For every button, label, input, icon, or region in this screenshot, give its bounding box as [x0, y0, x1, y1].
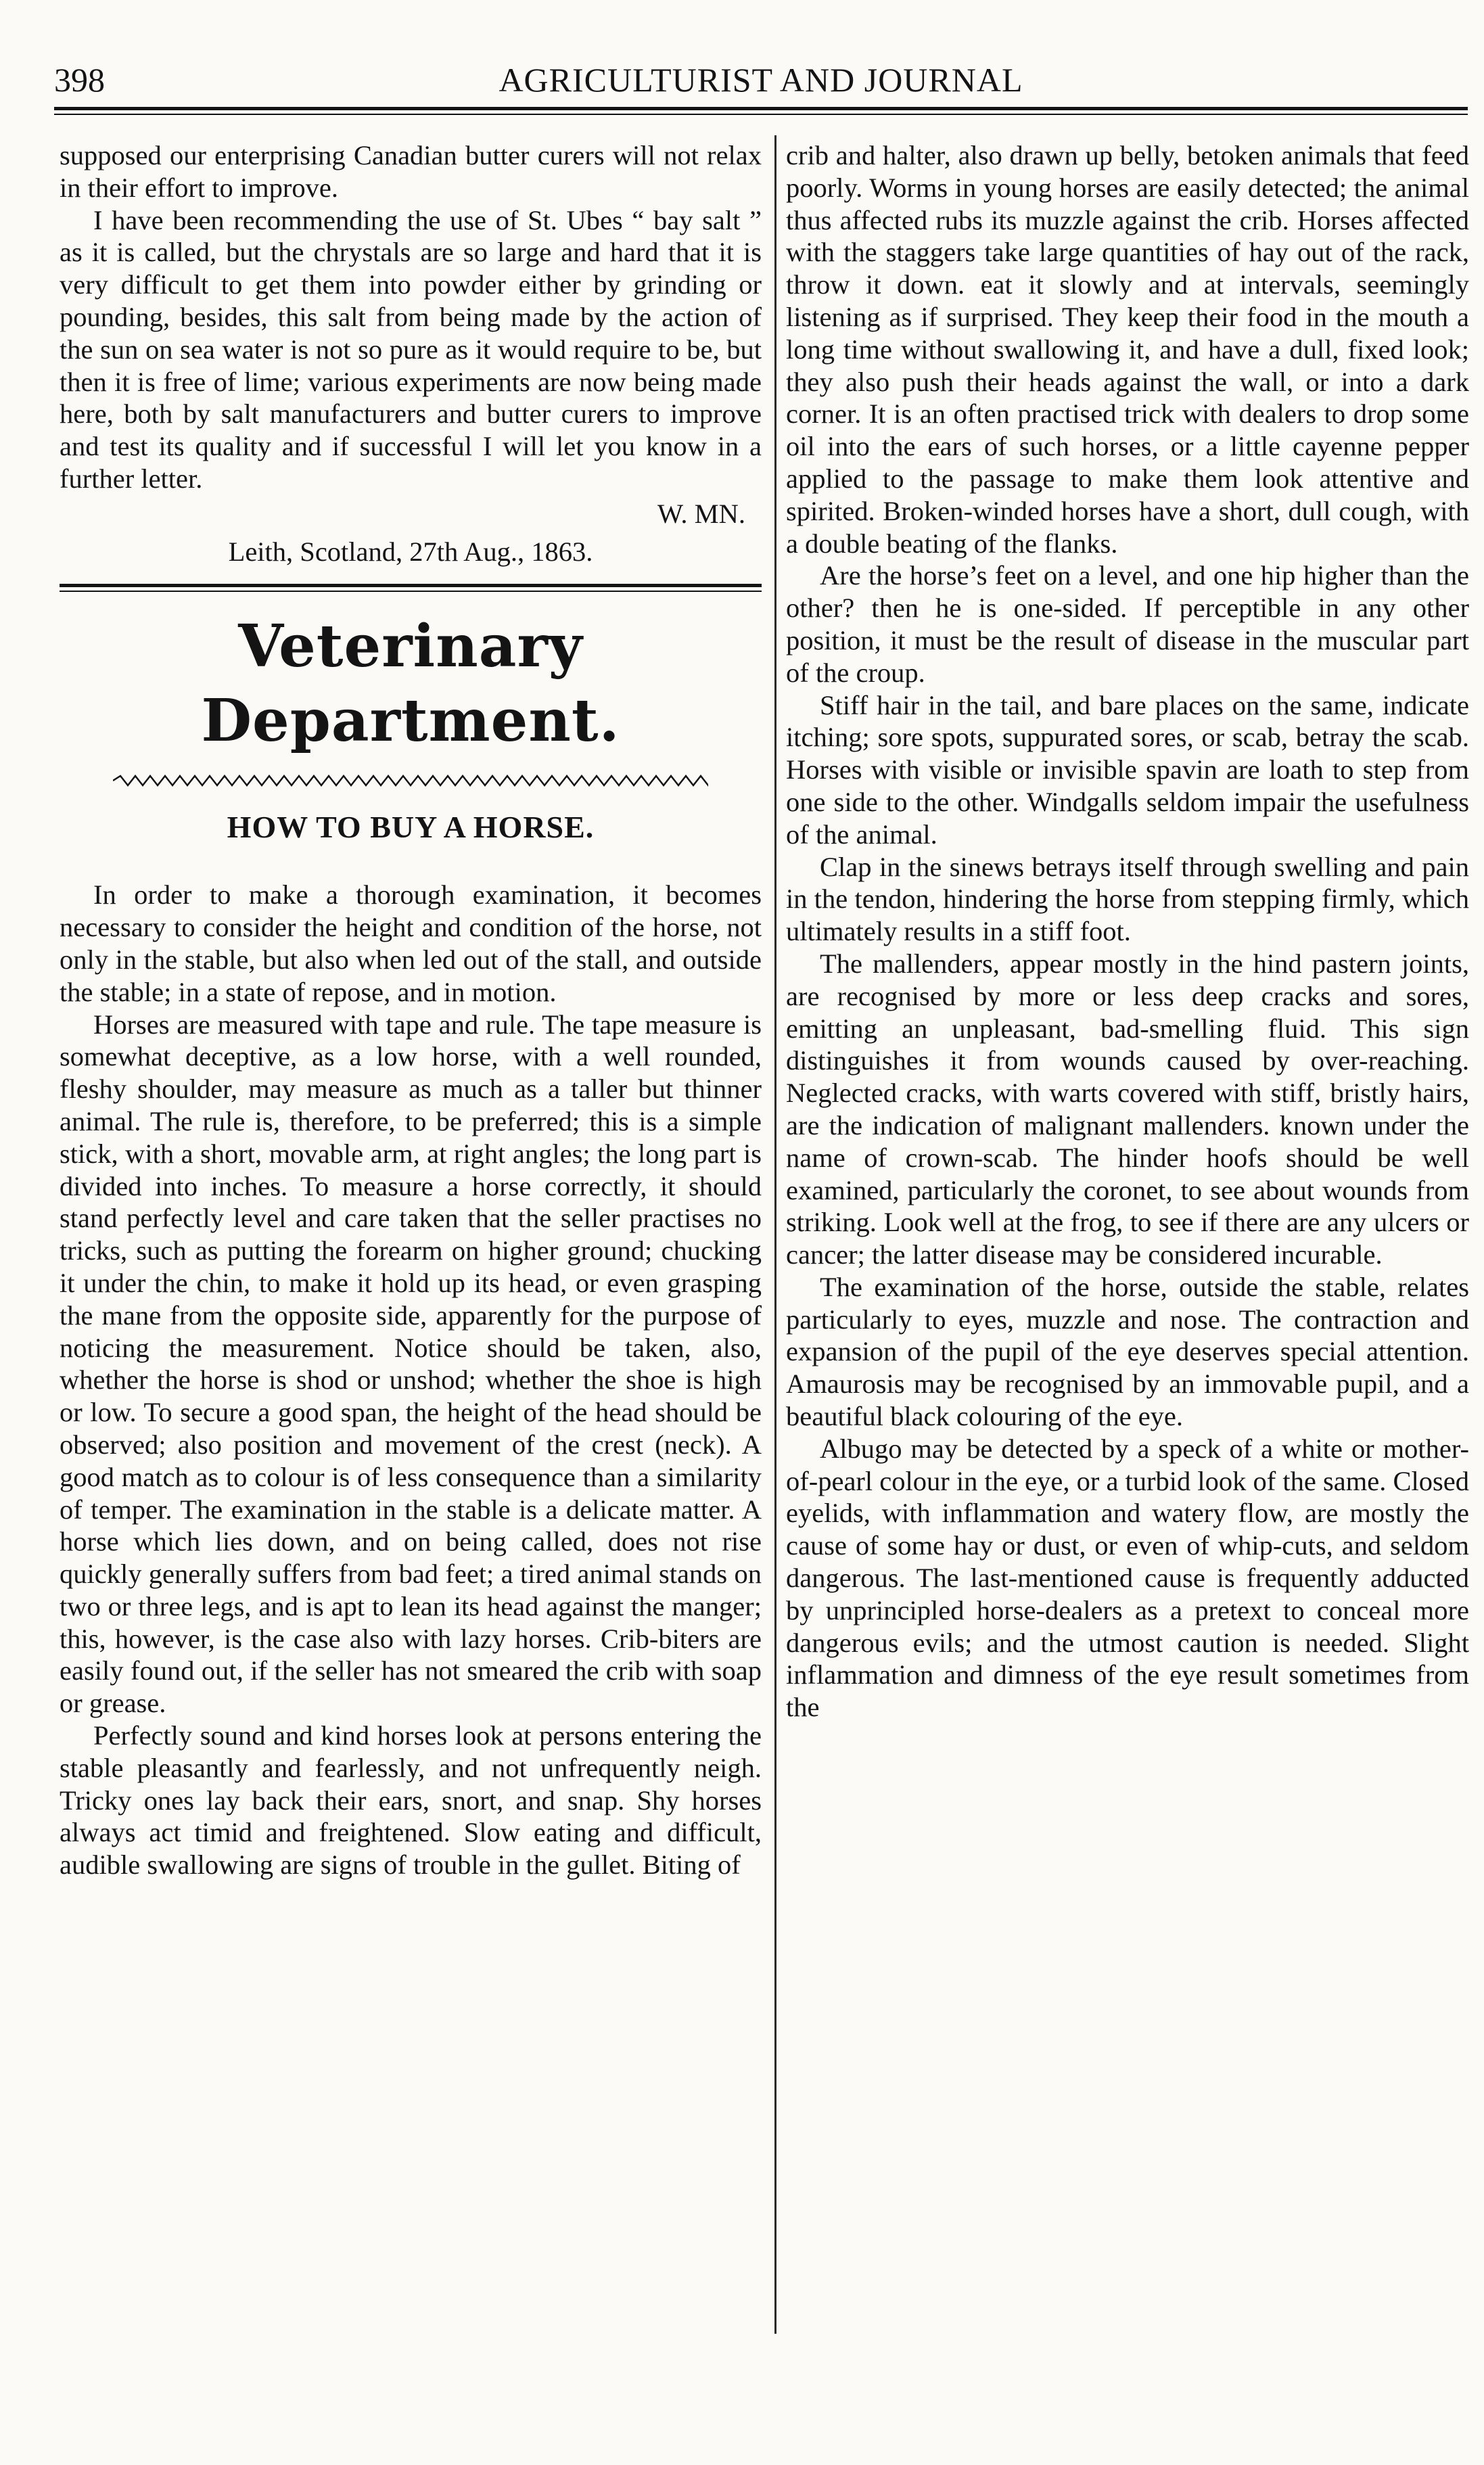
article-paragraph: Horses are measured with tape and rule. The tape measure is somewhat deceptive, as a low horse, with a well rounded, fleshy shoulder, may measure as much as a taller but thinner animal. The rule is, therefore, to be preferred; this is a simple stick, with a short, movable arm, at right angles; the long part is divided into inches. To measure a horse correctly, it should stand perfectly level and care taken that the seller practises no tricks, such as putting the forearm on higher ground; chucking it under the chin, to make it hold up its head, or even grasping the mane from the opposite side, apparently for the purpose of noticing the measurement. Notice should be taken, also, whether the horse is shod or unshod; whether the shoe is high or low. To secure a good span, the height of the head should be observed; also position and movement of the crest (neck). A good match as to colour is of less consequence than a similarity of temper. The examination in the stable is a delicate matter. A horse which lies down, and on being called, does not rise quickly generally suffers from bad feet; a tired animal stands on two or three legs, and is apt to lean its head against the manger; this, however, is the case also with lazy horses. Crib-biters are easily found out, if the seller has not smeared the crib with soap or grease.	[60, 1009, 762, 1719]
article-paragraph: Clap in the sinews betrays itself through swelling and pain in the tendon, hindering the horse from stepping firmly, which ultimately results in a stiff foot.	[786, 851, 1469, 947]
article-paragraph: Are the horse’s feet on a level, and one hip higher than the other? then he is one-sided. If perceptible in any other position, it must be the result of disease in the muscular part of the croup.	[786, 560, 1469, 688]
intro-continuation: supposed our enterprising Canadian butter curers will not relax in their effort to improve.	[60, 140, 762, 203]
article-paragraph: Stiff hair in the tail, and bare places on the same, indicate itching; sore spots, suppurated sores, or scab, betray the scab. Horses with visible or invisible spavin are loath to step from one side to the other. Windgalls seldom impair the usefulness of the animal.	[786, 689, 1469, 850]
column-divider	[774, 135, 776, 2334]
running-head: AGRICULTURIST AND JOURNAL	[498, 61, 1023, 99]
page-header	[54, 60, 1468, 118]
signature: W. MN.	[657, 498, 745, 529]
article-paragraph: Albugo may be detected by a speck of a white or mother-of-pearl colour in the eye, or a turbid look of the same. Closed eyelids, with inflammation and watery flow, are mostly the cause of some hay or dust, or even of whip-cuts, and seldom dangerous. The last-mentioned cause is frequently adducted by unprincipled horse-dealers as a pretext to conceal more dangerous evils; and the utmost caution is needed. Slight inflammation and dimness of the eye result sometimes from the	[786, 1433, 1469, 1723]
dateline: Leith, Scotland, 27th Aug., 1863.	[228, 536, 593, 567]
section-rule-thick	[60, 584, 762, 587]
header-rule-thick	[54, 107, 1468, 110]
wavy-rule	[113, 773, 708, 788]
section-rule-thin	[60, 591, 762, 592]
article-continuation: crib and halter, also drawn up belly, betoken animals that feed poorly. Worms in young horses are easily detected; the animal thus affected rubs its muzzle against the crib. Horses affected with the staggers take large quantities of hay out of the rack, throw it down. eat it slowly and at intervals, seemingly listening as if surprised. They keep their food in the mouth a long time without swallowing it, and have a dull, fixed look; they also push their heads against the wall, or into a dark corner. It is an often practised trick with dealers to drop some oil into the ears of such horses, or a little cayenne pepper applied to the passage to make them look attentive and spirited. Broken-winded horses have a short, dull cough, with a double beating of the flanks.	[786, 140, 1469, 559]
article-paragraph: In order to make a thorough examination, it becomes necessary to consider the height and condition of the horse, not only in the stable, but also when led out of the stall, and outside the stable; in a state of repose, and in motion.	[60, 879, 762, 1007]
article-title: HOW TO BUY A HORSE.	[227, 810, 595, 845]
page-number: 398	[54, 61, 105, 99]
right-column	[786, 139, 1469, 1724]
article-paragraph: The examination of the horse, outside the stable, relates particularly to eyes, muzzle and nose. The contraction and expansion of the pupil of the eye deserves special attention. Amaurosis may be recognised by an immovable pupil, and a beautiful black colouring of the eye.	[786, 1271, 1469, 1432]
header-rule-thin	[54, 114, 1468, 115]
left-column	[60, 139, 762, 1881]
intro-paragraph: I have been recommending the use of St. Ubes “ bay salt ” as it is called, but the chrystals are so large and hard that it is very difficult to get them into powder either by grinding or pounding, besides, this salt from being made by the action of the sun on sea water is not so pure as it would require to be, but then it is free of lime; various experiments are now being made here, both by salt manufacturers and butter curers to improve and test its quality and if successful I will let you know in a further letter.	[60, 204, 762, 494]
article-paragraph: Perfectly sound and kind horses look at persons entering the stable pleasantly and fearlessly, and not unfrequently neigh. Tricky ones lay back their ears, snort, and snap. Shy horses always act timid and freightened. Slow eating and difficult, audible swallowing are signs of trouble in the gullet. Biting of	[60, 1720, 762, 1881]
article-paragraph: The mallenders, appear mostly in the hind pastern joints, are recognised by more or less deep cracks and sores, emitting an unpleasant, bad-smelling fluid. This sign distinguishes it from wounds caused by over-reaching. Neglected cracks, with warts covered with stiff, bristly hairs, are the indication of malignant mallenders. known under the name of crown-scab. The hinder hoofs should be well examined, particularly the coronet, to see about wounds from striking. Look well at the frog, to see if there are any ulcers or cancer; the latter disease may be considered incurable.	[786, 948, 1469, 1270]
department-heading: Veterinary Department.	[201, 612, 620, 756]
